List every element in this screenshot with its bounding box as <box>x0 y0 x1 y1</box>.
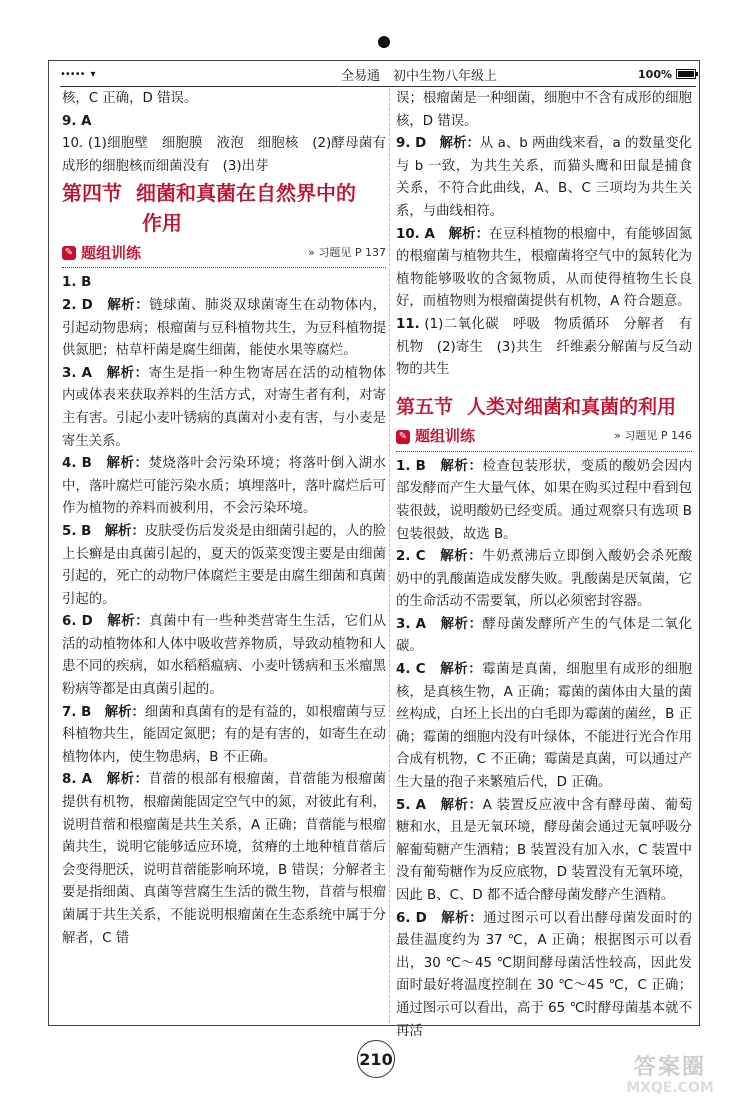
column-divider <box>389 88 390 1023</box>
right-column <box>396 88 692 1043</box>
answer-10: 10. (1)细胞壁 细胞膜 液泡 细胞核 (2)酵母菌有成形的细胞核而细菌没有 (3)出芽 <box>62 136 386 174</box>
section-4-number: 第四节 <box>62 181 122 206</box>
answer-number: 10. A <box>396 226 435 242</box>
answer-item <box>62 453 386 521</box>
answer-number: 1. B <box>396 458 426 474</box>
answer-number: 3. A <box>62 365 93 381</box>
answer-number: 2. D <box>62 297 93 313</box>
answer-text: 苜蓿的根部有根瘤菌，苜蓿能为根瘤菌提供有机物，根瘤菌能固定空气中的氮，对彼此有利，说明苜蓿和根瘤菌是共生关系，A 正确；苜蓿能与根瘤菌共生，说明它能够适应环境，贫瘠的土地种植苜蓿后会变得肥沃，说明苜蓿能影响环境，B 错误；分解者主要是指细菌、真菌等营腐生生活的微生物，苜蓿与根瘤菌属于共生关系，不能说明根瘤菌在生态系统中属于分解者，C 错 <box>62 772 387 946</box>
analysis-label: 解析： <box>107 297 150 313</box>
analysis-label: 解析： <box>104 523 145 539</box>
battery-percent: 100% <box>638 67 672 81</box>
answer-text: 细菌和真菌有的是有益的，如根瘤菌与豆科植物共生，能固定氮肥；有的是有害的，如寄生在动植物体内，使生物患病，B 不正确。 <box>62 704 387 765</box>
analysis-label: 解析： <box>440 458 483 474</box>
section-4-title-b: 作用 <box>142 211 182 236</box>
analysis-label: 解析： <box>448 226 490 242</box>
answer-number: 9. D <box>396 136 427 152</box>
left-answer-list <box>62 272 386 950</box>
pencil-icon: ✎ <box>62 246 76 260</box>
answer-item <box>396 133 692 223</box>
answer-text: (1)二氧化碳 呼吸 物质循环 分解者 有机物 (2)寄生 (3)共生 纤维素分解菌与反刍动物的共生 <box>396 316 692 378</box>
answer-text: 寄生是指一种生物寄居在活的动植物体内或体表来获取养料的生活方式，对寄生者有利，对寄主有害。引起小麦叶锈病的真菌对小麦有害，与小麦是寄生关系。 <box>62 365 387 449</box>
exercise-bar-label: 题组训练 <box>81 244 142 263</box>
analysis-label: 解析： <box>106 456 149 472</box>
exercise-page-ref: » 习题见 P 137 <box>308 246 386 260</box>
exercise-page-ref: » 习题见 P 146 <box>614 429 692 443</box>
answer-item <box>396 314 692 382</box>
right-answer-list-b <box>396 456 692 1043</box>
answer-number: 7. B <box>62 704 92 720</box>
answer-item <box>396 659 692 795</box>
analysis-label: 解析： <box>106 772 149 788</box>
answer-text: 牛奶煮沸后立即倒入酸奶会杀死酸奶中的乳酸菌造成发酵失败。乳酸菌是厌氧菌，它的生命活动不需要氧，所以必须密封容器。 <box>396 549 693 610</box>
answer-item <box>62 272 386 295</box>
answer-text: 在豆科植物的根瘤中，有能够固氮的根瘤菌与植物共生，根瘤菌将空气中的氮转化为植物能够吸收的含氮物质，从而使得植物生长良好，而植物则为根瘤菌提供有机物，A 符合题意。 <box>396 226 693 310</box>
bar-underline <box>62 267 386 268</box>
right-answer-list-a <box>396 133 692 382</box>
exercise-bar-label: 题组训练 <box>415 427 476 446</box>
answer-8-continued: 误；根瘤菌是一种细菌，细胞中不含有成形的细胞核，D 错误。 <box>396 91 692 129</box>
answer-item <box>62 702 386 770</box>
section-5-title: 人类对细菌和真菌的利用 <box>467 395 677 418</box>
analysis-label: 解析： <box>107 614 150 630</box>
analysis-label: 解析： <box>440 662 483 678</box>
answer-text: 霉菌是真菌，细胞里有成形的细胞核，是真核生物，A 正确；霉菌的菌体由大量的菌丝构成，白坯上长出的白毛即为霉菌的菌丝，B 正确；霉菌的细胞内没有叶绿体，不能进行光合作用合成有机物，C 不正确；霉菌是真菌，可以通过产生大量的孢子来繁殖后代，D 正确。 <box>396 662 693 791</box>
answer-item <box>396 795 692 908</box>
left-column <box>62 88 386 950</box>
pencil-icon: ✎ <box>396 430 410 444</box>
answer-number: 1. B <box>62 275 92 291</box>
analysis-label: 解析： <box>441 910 484 926</box>
watermark-logo: 答案圈 <box>633 1055 706 1080</box>
section-4-title-a: 细菌和真菌在自然界中的 <box>136 181 356 206</box>
answer-number: 5. B <box>62 523 92 539</box>
camera-dot <box>378 36 390 48</box>
answer-item <box>62 363 386 453</box>
section-5-heading <box>396 392 692 422</box>
exercise-bar-4 <box>62 241 386 265</box>
page-number: 210 <box>357 1040 395 1078</box>
answer-item <box>396 546 692 614</box>
wifi-icon: ▾ <box>90 68 96 80</box>
analysis-label: 解析： <box>439 136 480 152</box>
answer-number: 4. C <box>396 662 426 678</box>
analysis-label: 解析： <box>440 616 483 632</box>
answer-text: 从 a、b 两曲线来看，a 的数量变化与 b 一致，为共生关系，而猫头鹰和田鼠是捕食关系，不符合此曲线，A、B、C 三项均为共生关系，与曲线相符。 <box>396 136 693 219</box>
signal-icon: ••••• <box>60 68 85 80</box>
answer-continued: 核，C 正确，D 错误。 <box>62 91 198 106</box>
analysis-label: 解析： <box>104 704 145 720</box>
answer-text: 皮肤受伤后发炎是由细菌引起的，人的脸上长癣是由真菌引起的，夏天的饭菜变馊主要是由细菌引起的，死亡的动物尸体腐烂主要是由腐生细菌和真菌引起的。 <box>62 523 387 607</box>
answer-number: 8. A <box>62 772 93 788</box>
answer-number: 11. <box>396 316 420 332</box>
answer-number: 3. A <box>396 616 427 632</box>
answer-number: 6. D <box>396 910 427 926</box>
analysis-label: 解析： <box>106 365 149 381</box>
header-rule <box>60 86 696 87</box>
answer-text: 通过图示可以看出酵母菌发面时的最佳温度约为 37 ℃，A 正确；根据图示可以看出，30 ℃～45 ℃期间酵母菌活性较高，因此发面时最好将温度控制在 30 ℃～45 ℃，C 正确；通过图示可以看出，高于 65 ℃时酵母菌基本就不再活 <box>396 910 693 1039</box>
battery-icon <box>676 69 696 79</box>
answer-item <box>396 614 692 659</box>
answer-item <box>62 521 386 611</box>
answer-item <box>62 611 386 701</box>
exercise-bar-5 <box>396 425 692 449</box>
answer-9: 9. A <box>62 113 92 129</box>
watermark <box>600 1055 740 1102</box>
answer-text: 链球菌、肺炎双球菌寄生在动物体内，引起动物患病；根瘤菌与豆科植物共生，为豆科植物提供氮肥；枯草杆菌是腐生细菌，能使水果等腐烂。 <box>62 297 387 359</box>
answer-text: 真菌中有一些种类营寄生生活，它们从活的动植物体和人体中吸收营养物质，导致动植物和人患不同的疾病，如水稻稻瘟病、小麦叶锈病和玉米瘤黑粉病等都是由真菌引起的。 <box>62 614 387 698</box>
answer-text: A 装置反应液中含有酵母菌、葡萄糖和水，且是无氧环境，酵母菌会通过无氧呼吸分解葡萄糖产生酒精；B 装置没有加入水，C 装置中没有葡萄糖作为反应底物，D 装置没有无氧环境，因此 B、C、D 都不适合酵母菌发酵产生酒精。 <box>396 797 693 903</box>
answer-item <box>396 224 692 314</box>
watermark-url: MXQE.COM <box>626 1080 714 1096</box>
bar-underline <box>396 451 692 452</box>
answer-number: 4. B <box>62 456 92 472</box>
answer-number: 5. A <box>396 797 427 813</box>
answer-text: 检查包装形状，变质的酸奶会因内部发酵而产生大量气体，如果在购买过程中看到包装很鼓，说明酸奶已经变质。通过观察只有选项 B 包装很鼓，故选 B。 <box>396 458 693 542</box>
section-4-heading <box>62 178 386 238</box>
answer-number: 2. C <box>396 549 426 565</box>
answer-item <box>396 908 692 1044</box>
status-bar <box>60 64 696 84</box>
answer-text: 焚烧落叶会污染环境；将落叶倒入湖水中，落叶腐烂可能污染水质；填埋落叶，落叶腐烂后可作为植物的养料而被利用，不会污染环境。 <box>62 456 387 517</box>
answer-item <box>62 295 386 363</box>
section-5-number: 第五节 <box>396 395 454 418</box>
answer-item <box>396 456 692 546</box>
answer-text: 酵母菌发酵所产生的气体是二氧化碳。 <box>396 616 693 655</box>
answer-item <box>62 769 386 950</box>
answer-number: 6. D <box>62 614 93 630</box>
book-title: 全易通 初中生物八年级上 <box>341 68 498 84</box>
analysis-label: 解析： <box>440 549 483 565</box>
analysis-label: 解析： <box>440 797 483 813</box>
